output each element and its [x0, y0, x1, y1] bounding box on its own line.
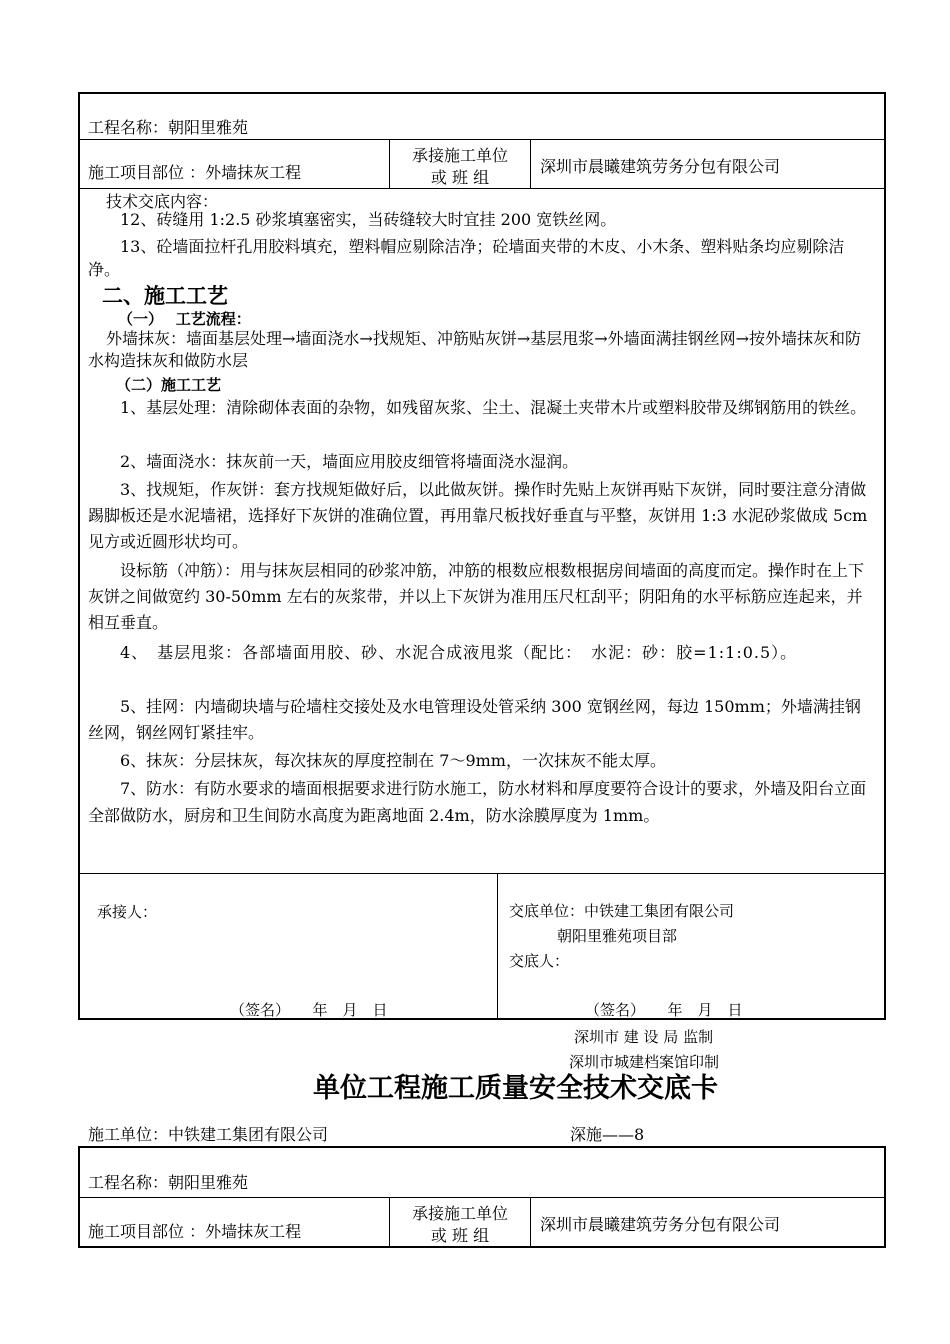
sub-1-title: （一） 工艺流程：	[118, 310, 251, 328]
para-3b: 设标筋（冲筋）：用与抹灰层相同的砂浆冲筋，冲筋的根数应根数根据房间墙面的高度而定。操作时在上下灰饼之间做宽约 30-50mm 左右的灰浆带，并以上下灰饼为准用压尺杠刮平；阴阳角的水平标筋应连起来，并相互垂直。	[88, 561, 865, 632]
process-flow: 外墙抹灰：墙面基层处理→墙面浇水→找规矩、冲筋贴灰饼→基层甩浆→外墙面满挂钢丝网→按外墙抹灰和防水构造抹灰和做防水层	[88, 329, 862, 370]
top-form-frame	[78, 92, 886, 1020]
content-intro: 技术交底内容：	[106, 192, 219, 211]
footer-printer: 深圳市城建档案馆印制	[569, 1053, 720, 1071]
project-part: 施工项目部位 ：外墙抹灰工程	[88, 163, 302, 182]
row-divider	[79, 139, 885, 140]
section-2-title: 二、施工工艺	[102, 284, 228, 308]
second-receiver-label-2: 或 班 组	[430, 1226, 490, 1245]
project-name: 工程名称：朝阳里雅苑	[88, 118, 249, 137]
form-title: 单位工程施工质量安全技术交底卡	[313, 1073, 718, 1104]
right-signature-date: （签名） 年 月 日	[585, 1001, 743, 1019]
para-7: 7、防水：有防水要求的墙面根据要求进行防水施工，防水材料和厚度要符合设计的要求，外墙及阳台立面全部做防水，厨房和卫生间防水高度为距离地面 2.4m，防水涂膜厚度为 1mm。	[88, 779, 867, 825]
receiver-unit-label-2: 或 班 组	[430, 168, 490, 187]
signature-col-divider	[497, 873, 498, 1019]
left-signature-date: （签名） 年 月 日	[230, 1001, 388, 1019]
form-number: 深施——8	[570, 1125, 645, 1144]
para-4: 4、 基层甩浆：各部墙面用胶、砂、水泥合成液甩浆（配比： 水泥：砂：胶=1:1:0.5）。	[120, 643, 798, 662]
receiver-label: 承接人：	[97, 903, 158, 921]
issuer-unit: 交底单位：中铁建工集团有限公司	[509, 902, 735, 920]
second-receiver-label-1: 承接施工单位	[411, 1204, 508, 1223]
second-receiver-value: 深圳市晨曦建筑劳务分包有限公司	[540, 1215, 781, 1234]
item-12: 12、砖缝用 1:2.5 砂浆填塞密实，当砖缝较大时宜挂 200 宽铁丝网。	[120, 210, 617, 229]
row-divider	[79, 188, 885, 189]
para-5: 5、挂网：内墙砌块墙与砼墙柱交接处及水电管理设处管采纳 300 宽钢丝网，每边 150mm；外墙满挂钢丝网，钢丝网钉紧挂牢。	[88, 697, 861, 742]
receiver-unit-label-1: 承接施工单位	[411, 146, 508, 165]
receiver-unit-value: 深圳市晨曦建筑劳务分包有限公司	[540, 157, 781, 176]
sub-2-title: （二）施工工艺	[116, 376, 222, 394]
row-divider	[79, 1197, 885, 1198]
col-divider	[530, 1197, 531, 1247]
para-6: 6、抹灰：分层抹灰，每次抹灰的厚度控制在 7～9mm，一次抹灰不能太厚。	[120, 751, 666, 770]
para-1: 1、基层处理：清除砌体表面的杂物，如残留灰浆、尘土、混凝土夹带木片或塑料胶带及绑钢筋用的铁丝。	[120, 398, 867, 417]
second-project-name: 工程名称：朝阳里雅苑	[88, 1173, 249, 1192]
para-3: 3、找规矩，作灰饼：套方找规矩做好后，以此做灰饼。操作时先贴上灰饼再贴下灰饼，同时要注意分清做踢脚板还是水泥墙裙，选择好下灰饼的准确位置，再用靠尺板找好垂直与平整，灰饼用 1:3 水泥砂浆做成 5cm 见方或近圆形状均可。	[88, 480, 868, 551]
signature-divider	[79, 873, 885, 874]
para-2: 2、墙面浇水：抹灰前一天，墙面应用胶皮细管将墙面浇水湿润。	[120, 452, 579, 471]
col-divider	[530, 139, 531, 188]
item-13: 13、砼墙面拉杆孔用胶料填充，塑料帽应剔除洁净；砼墙面夹带的木皮、小木条、塑料贴条均应剔除洁净。	[88, 237, 845, 279]
footer-supervisor: 深圳市 建 设 局 监制	[574, 1028, 714, 1046]
second-project-part: 施工项目部位 ：外墙抹灰工程	[88, 1222, 302, 1241]
construction-unit: 施工单位：中铁建工集团有限公司	[88, 1125, 329, 1144]
issuer-dept: 朝阳里雅苑项目部	[557, 927, 678, 945]
issuer-person: 交底人：	[509, 952, 570, 970]
